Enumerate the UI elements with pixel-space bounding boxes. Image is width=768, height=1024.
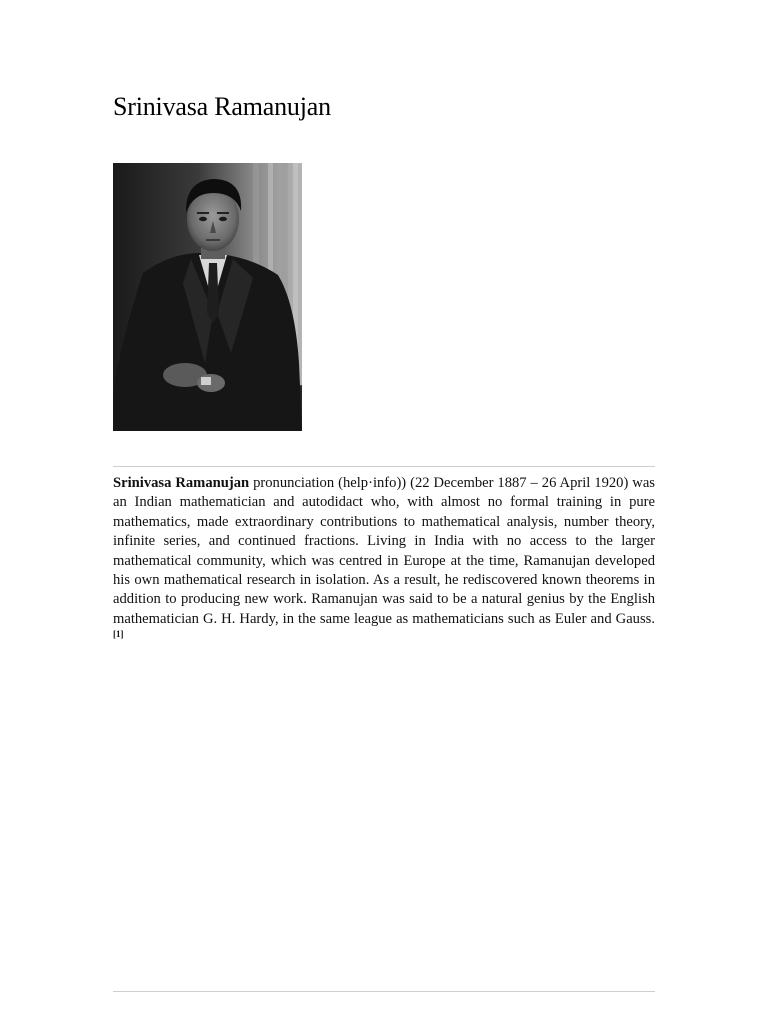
lead-text: pronunciation (help·info)) (22 December 1887 – 26 April 1920) was an Indian mathematician and autodidact who, with almost no formal training in pure mathematics, made extraordinary contributions to mathematical analysis, number theory, infinite series, and continued fractions. Living in India with no access to the larger mathematical community, which was centred in Europe at the time, Ramanujan developed his own mathematical research in isolation. As a result, he rediscovered known theorems in addition to producing new work. Ramanujan was said to be a natural genius by the English mathematician G. H. Hardy, in the same league as mathematicians such as Euler and Gauss. [113,475,655,627]
portrait-image [113,163,302,431]
section-divider-bottom [113,991,655,992]
page-title: Srinivasa Ramanujan [113,92,331,121]
citation-link[interactable]: [1] [113,629,124,640]
article-lead-paragraph [113,474,655,649]
subject-name: Srinivasa Ramanujan [113,475,250,491]
section-divider-top [113,466,655,467]
